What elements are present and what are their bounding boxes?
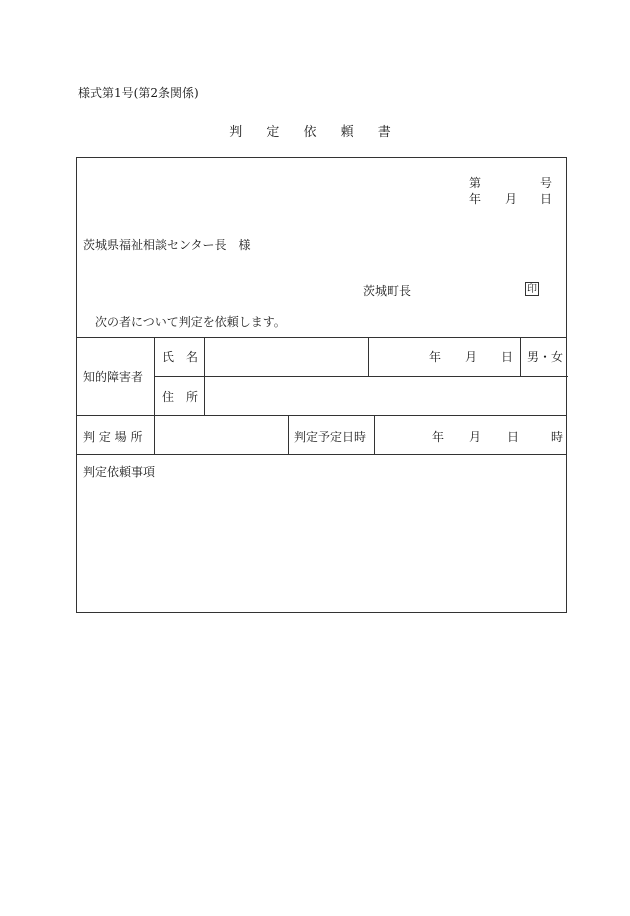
number-dai-label: 第 [469, 176, 482, 190]
addressee: 茨城県福祉相談センター長 様 [83, 238, 251, 252]
form-number-label: 様式第1号(第2条関係) [78, 86, 199, 100]
birth-month-label: 月 [465, 350, 478, 364]
vline-group [154, 337, 155, 415]
vline-labels [204, 337, 205, 415]
rule-person-top [77, 337, 566, 338]
sex-label: 男・女 [527, 350, 564, 364]
rule-matters-top [77, 454, 566, 455]
birth-day-label: 日 [501, 350, 514, 364]
vline-birth [368, 337, 369, 376]
rule-schedule-top [77, 415, 566, 416]
vline-date-label [288, 415, 289, 454]
date-year-label: 年 [469, 192, 482, 206]
vline-sex [520, 337, 521, 376]
vline-date-value [374, 415, 375, 454]
document-title: 判 定 依 頼 書 [229, 125, 401, 140]
vline-place [154, 415, 155, 454]
seal-mark: 印 [527, 284, 537, 295]
schedule-day-label: 日 [507, 430, 520, 444]
scheduled-date-label: 判定予定日時 [294, 430, 367, 444]
schedule-month-label: 月 [469, 430, 482, 444]
schedule-hour-label: 時 [551, 430, 564, 444]
place-label: 判 定 場 所 [83, 430, 143, 444]
number-go-label: 号 [540, 176, 553, 190]
request-matters-label: 判定依頼事項 [83, 465, 156, 479]
rule-name-address [154, 376, 568, 377]
date-month-label: 月 [505, 192, 518, 206]
schedule-year-label: 年 [432, 430, 445, 444]
request-text: 次の者について判定を依頼します。 [95, 315, 286, 329]
person-group-label: 知的障害者 [83, 370, 144, 384]
sender-name: 茨城町長 [363, 284, 412, 298]
name-label: 氏 名 [162, 350, 199, 364]
address-label: 住 所 [162, 390, 199, 404]
form-frame [76, 157, 567, 613]
date-day-label: 日 [540, 192, 553, 206]
birth-year-label: 年 [429, 350, 442, 364]
